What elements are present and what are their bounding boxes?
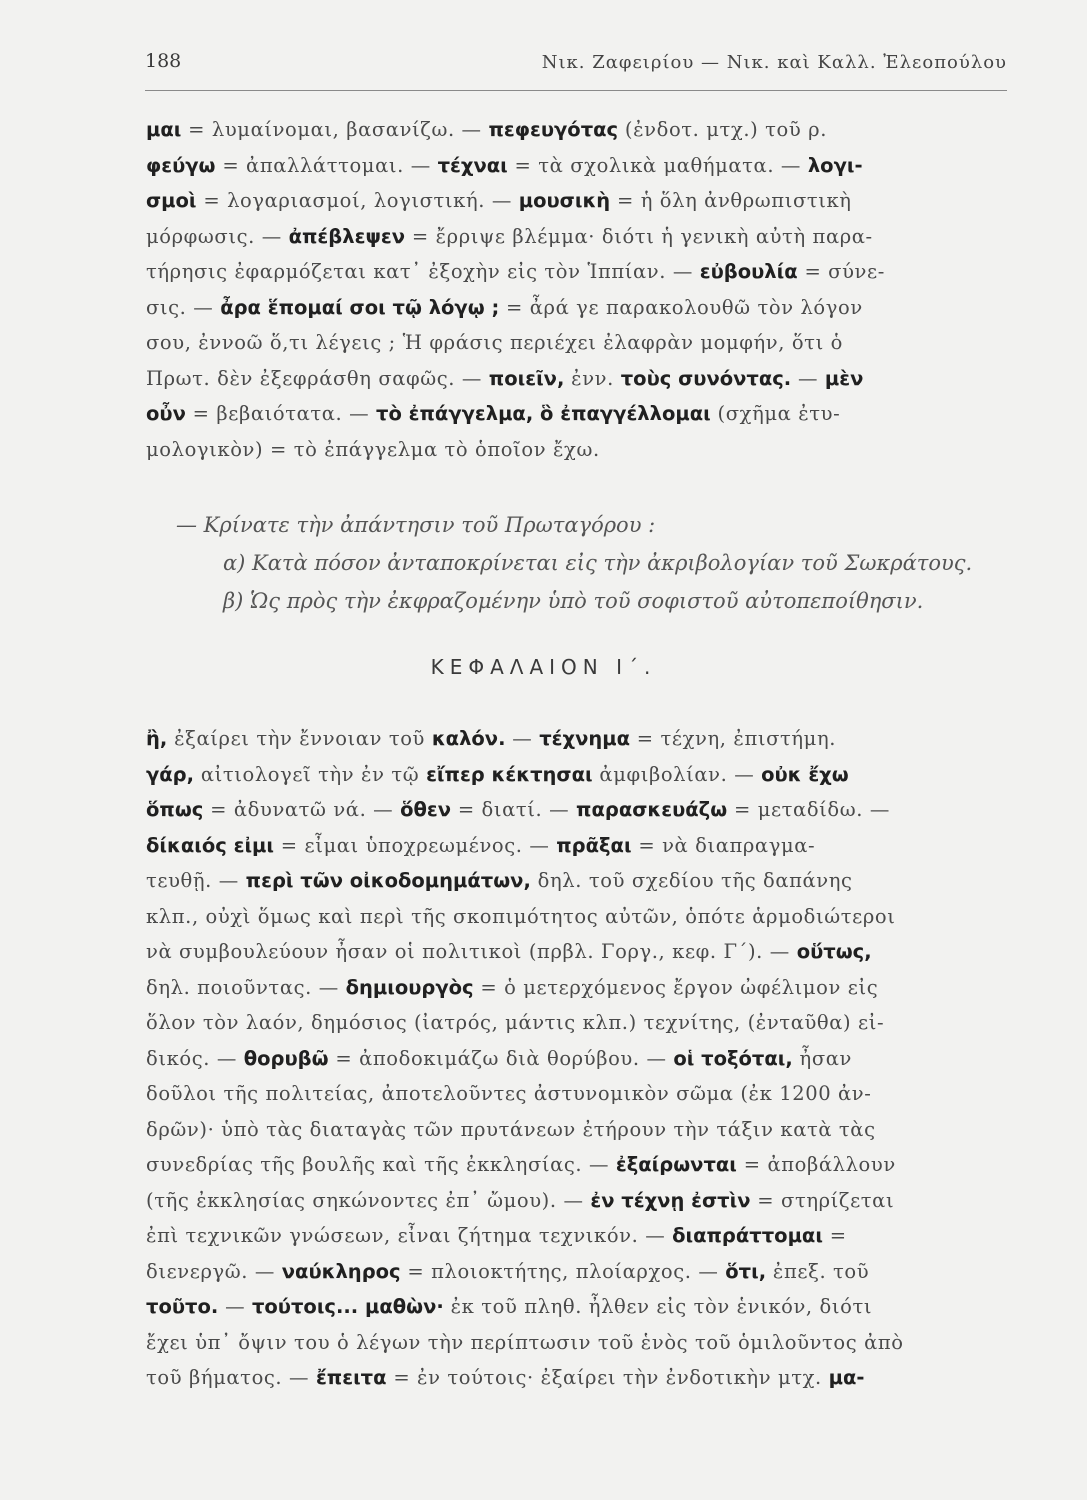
gloss-text: = εἶμαι ὑποχρεωμένος. — [274, 833, 557, 857]
gloss-text: ἐκ τοῦ πληθ. ἦλθεν εἰς τὸν ἑνικόν, διότι [443, 1295, 873, 1318]
headword: πεφευγότας [488, 118, 619, 141]
gloss-text: = [822, 1224, 847, 1247]
text-line [146, 1005, 1008, 1041]
headword: εἴπερ κέκτησαι [426, 762, 593, 786]
text-line [146, 1076, 1008, 1112]
headword: οὐκ ἔχω [761, 762, 849, 786]
headword: ἔπειτα [315, 1366, 387, 1389]
gloss-text: (ἐνδοτ. μτχ.) τοῦ ρ. [618, 118, 828, 141]
text-line [146, 899, 1008, 935]
gloss-text: = ἀποβάλλουν [736, 1153, 896, 1176]
text-line [146, 828, 1008, 864]
text-line [146, 112, 1008, 148]
gloss-text: αἰτιολογεῖ τὴν ἐν τῷ [194, 762, 427, 786]
gloss-text: τευθῇ. — [146, 869, 246, 892]
headword: εὐβουλία [699, 260, 798, 283]
gloss-text: = ἐν τούτοις· ἐξαίρει τὴν ἐνδοτικὴν μτχ. [386, 1366, 829, 1389]
headword: τέχναι [437, 153, 508, 177]
page-number: 188 [145, 50, 182, 72]
headword: καλόν. [431, 727, 506, 750]
gloss-text: = διατί. — [451, 798, 577, 821]
text-line [146, 432, 1008, 468]
text-line [146, 290, 1008, 326]
headword: ὅπως [146, 798, 204, 821]
headword: τὸ ἐπάγγελμα, ὃ ἐπαγγέλλομαι [376, 402, 711, 425]
headword: θορυβῶ [243, 1046, 329, 1070]
headword: οἱ τοξόται, [673, 1046, 793, 1070]
gloss-text: (σχῆμα ἐτυ- [710, 402, 841, 425]
gloss-text: ἦσαν [792, 1046, 852, 1070]
headword: μαι [146, 118, 182, 141]
gloss-text: — [791, 366, 825, 390]
page-header [145, 50, 1007, 91]
text-line [146, 1360, 1008, 1396]
gloss-text: ἐπεξ. τοῦ [766, 1259, 870, 1283]
text-line [146, 396, 1008, 432]
gloss-text: μολογικὸν) = τὸ ἐπάγγελμα τὸ ὁποῖον ἔχω. [146, 437, 600, 461]
gloss-text: ὅλον τὸν λαόν, δημόσιος (ἰατρός, μάντις κλπ.) τεχνίτης, (ἐνταῦθα) εἰ- [146, 1011, 885, 1034]
gloss-text: δοῦλοι τῆς πολιτείας, ἀποτελοῦντες ἀστυνομικὸν σῶμα (ἐκ 1200 ἀν- [146, 1082, 872, 1105]
gloss-text: = νὰ διαπραγμα- [631, 833, 816, 857]
gloss-text: Πρωτ. δὲν ἐξεφράσθη σαφῶς. — [146, 366, 489, 390]
headword: τοὺς συνόντας. [620, 366, 792, 390]
text-line [146, 183, 1008, 219]
gloss-text: τήρησις ἐφαρμόζεται κατ᾽ ἐξοχὴν εἰς τὸν Ἱππίαν. — [146, 260, 700, 283]
gloss-text: = λυμαίνομαι, βασανίζω. — [181, 118, 489, 141]
gloss-text: μόρφωσις. — [146, 224, 289, 248]
gloss-text: = πλοιοκτήτης, πλοίαρχος. — [400, 1259, 726, 1283]
gloss-text: = σύνε- [797, 260, 885, 283]
gloss-text: σις. — [146, 295, 221, 319]
headword: ὅτι, [725, 1259, 767, 1283]
text-line [146, 721, 1008, 757]
text-line [146, 148, 1008, 184]
question-line: β) Ὡς πρὸς τὴν ἐκφραζομένην ὑπὸ τοῦ σοφιστοῦ αὐτοπεποίθησιν. [223, 589, 924, 613]
commentary-top [146, 112, 1008, 467]
headword: φεύγω [146, 153, 216, 177]
commentary-bottom [146, 721, 1008, 1396]
headword: ἐν τέχνῃ ἐστὶν [590, 1188, 751, 1212]
text-line [146, 934, 1008, 970]
headword: ὅθεν [400, 798, 452, 821]
gloss-text: δρῶν)· ὑπὸ τὰς διαταγὰς τῶν πρυτάνεων ἐτήρουν τὴν τάξιν κατὰ τὰς [146, 1117, 876, 1141]
headword: μουσικὴ [518, 189, 611, 212]
text-line [146, 1218, 1008, 1254]
text-line [146, 757, 1008, 793]
gloss-text: δικός. — [146, 1046, 244, 1070]
text-line [146, 1183, 1008, 1219]
text-line [146, 325, 1008, 361]
headword: τούτοις... μαθὼν· [251, 1295, 444, 1318]
headword: ναύκληρος [281, 1259, 401, 1283]
headword: τοῦτο. [146, 1295, 219, 1318]
text-line [146, 970, 1008, 1006]
gloss-text: ἀμφιβολίαν. — [592, 762, 762, 786]
headword: πρᾶξαι [556, 833, 632, 857]
gloss-text: = ἡ ὅλη ἀνθρωπιστικὴ [610, 189, 852, 212]
gloss-text: = ἀποδοκιμάζω διὰ θορύβου. — [328, 1046, 674, 1070]
headword: δίκαιός εἰμι [146, 833, 274, 857]
text-line [146, 1041, 1008, 1077]
gloss-text: = μεταδίδω. — [727, 798, 890, 821]
headword: διαπράττομαι [672, 1224, 823, 1247]
gloss-text: σου, ἐννοῶ ὅ,τι λέγεις ; Ἡ φράσις περιέχει ἐλαφρὰν μομφήν, ὅτι ὁ [146, 331, 843, 354]
text-line [146, 254, 1008, 290]
gloss-text: δηλ. ποιοῦντας. — [146, 975, 346, 999]
gloss-text: = ὁ μετερχόμενος ἔργον ὠφέλιμον εἰς [473, 975, 879, 999]
text-line [146, 1147, 1008, 1183]
gloss-text: = βεβαιότατα. — [185, 402, 377, 425]
headword: ποιεῖν, [488, 366, 565, 390]
text-line [146, 219, 1008, 255]
headword: ἆρα ἕπομαί σοι τῷ λόγῳ ; [220, 295, 500, 319]
text-line [146, 863, 1008, 899]
headword: περὶ τῶν οἰκοδομημάτων, [245, 869, 531, 892]
text-line [146, 1289, 1008, 1325]
chapter-title: ΚΕΦΑΛΑΙΟΝ Ι΄. [430, 655, 657, 679]
headword: μὲν [824, 366, 864, 390]
headword: ἀπέβλεψεν [288, 224, 406, 248]
gloss-text: συνεδρίας τῆς βουλῆς καὶ τῆς ἐκκλησίας. — [146, 1153, 616, 1176]
headword: παρασκευάζω [576, 798, 728, 821]
gloss-text: (τῆς ἐκκλησίας σηκώνοντες ἐπ᾽ ὤμου). — [146, 1188, 591, 1212]
text-line [146, 792, 1008, 828]
headword: τέχνημα [539, 727, 630, 750]
gloss-text: δηλ. τοῦ σχεδίου τῆς δαπάνης [530, 869, 853, 892]
questions-block [146, 506, 1008, 620]
gloss-text: = τὰ σχολικὰ μαθήματα. — [507, 153, 808, 177]
gloss-text: τοῦ βήματος. — [146, 1366, 316, 1389]
headword: ἢ, [146, 727, 168, 750]
headword: μα- [828, 1366, 865, 1389]
headword: οὕτως, [796, 940, 872, 963]
text-line [146, 1112, 1008, 1148]
headword: δημιουργὸς [345, 975, 474, 999]
gloss-text: = ἆρά γε παρακολουθῶ τὸν λόγον [499, 295, 863, 319]
gloss-text: ἔχει ὑπ᾽ ὄψιν του ὁ λέγων τὴν περίπτωσιν τοῦ ἑνὸς τοῦ ὁμιλοῦντος ἀπὸ [146, 1330, 904, 1354]
gloss-text: = λογαριασμοί, λογιστική. — [196, 189, 519, 212]
gloss-text: = τέχνη, ἐπιστήμη. [630, 727, 837, 750]
headword: οὖν [146, 402, 186, 425]
gloss-text: διενεργῶ. — [146, 1259, 282, 1283]
text-line [146, 1254, 1008, 1290]
gloss-text: — [505, 727, 540, 750]
gloss-text: ἐνν. [564, 366, 621, 390]
headword: λογι- [807, 153, 863, 177]
gloss-text: = στηρίζεται [750, 1188, 895, 1212]
gloss-text: = ἔρριψε βλέμμα· διότι ἡ γενικὴ αὐτὴ παρα- [405, 224, 873, 248]
gloss-text: ἐξαίρει τὴν ἔννοιαν τοῦ [167, 727, 432, 750]
gloss-text: — [218, 1295, 252, 1318]
gloss-text: κλπ., οὐχὶ ὅμως καὶ περὶ τῆς σκοπιμότητος αὐτῶν, ὁπότε ἁρμοδιώτεροι [146, 904, 896, 928]
gloss-text: = ἀδυνατῶ νά. — [203, 798, 401, 821]
question-line: α) Κατὰ πόσον ἀνταποκρίνεται εἰς τὴν ἀκριβολογίαν τοῦ Σωκράτους. [223, 551, 973, 575]
headword: σμοὶ [146, 189, 197, 212]
gloss-text: = ἀπαλλάττομαι. — [215, 153, 438, 177]
headword: ἐξαίρωνται [615, 1153, 737, 1176]
gloss-text: ἐπὶ τεχνικῶν γνώσεων, εἶναι ζήτημα τεχνικόν. — [146, 1224, 673, 1247]
text-line [146, 1325, 1008, 1361]
text-line [146, 361, 1008, 397]
question-line: — Κρίνατε τὴν ἀπάντησιν τοῦ Πρωταγόρου : [176, 513, 656, 537]
running-head: Νικ. Ζαφειρίου — Νικ. καὶ Καλλ. Ἐλεοπούλου [541, 52, 1007, 73]
headword: γάρ, [146, 762, 195, 786]
gloss-text: νὰ συμβουλεύουν ἦσαν οἱ πολιτικοὶ (πρβλ. Γοργ., κεφ. Γ΄). — [146, 940, 797, 963]
